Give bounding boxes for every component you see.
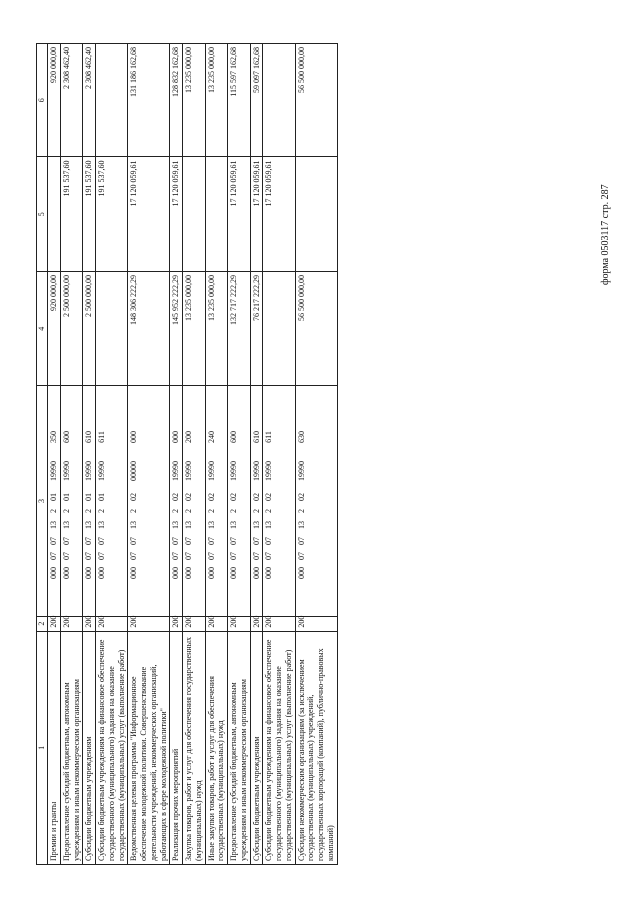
code-part: 13: [61, 521, 71, 530]
code-part: 02: [251, 493, 261, 502]
row-approved: 148 306 222,29: [128, 271, 170, 386]
row-budget-code: [170, 386, 183, 616]
code-part: 000: [49, 567, 58, 580]
row-line-code: 200: [48, 616, 61, 631]
code-part: 02: [171, 493, 181, 502]
code-part: 07: [251, 552, 261, 561]
code-part: 19990: [184, 461, 193, 482]
code-part: 07: [61, 537, 71, 546]
row-line-code: 200: [128, 616, 170, 631]
code-part: 07: [129, 537, 139, 546]
report-table: [36, 43, 338, 865]
code-part: 07: [206, 537, 216, 546]
row-executed: 17 120 059,61: [228, 157, 251, 272]
row-budget-code: [263, 386, 295, 616]
code-part: 07: [84, 537, 94, 546]
row-executed: [48, 157, 61, 272]
code-part: 02: [296, 493, 306, 502]
row-name: Иные закупки товаров, работ и услуг для обеспечения государственных (муниципальных) нужд: [205, 631, 228, 864]
code-part: 19990: [251, 461, 261, 482]
code-part: 000: [129, 567, 139, 580]
code-part: 07: [264, 552, 274, 561]
code-part: 02: [129, 493, 139, 502]
code-part: 2: [97, 509, 106, 514]
row-approved: 76 217 222,29: [250, 271, 263, 386]
code-part: 19990: [97, 461, 106, 482]
code-part: 2: [264, 509, 274, 514]
row-unexecuted: 115 597 162,68: [228, 44, 251, 157]
code-part: 13: [84, 521, 94, 530]
code-part: 01: [49, 493, 58, 502]
code-part: 19990: [206, 461, 216, 482]
row-approved: 920 000,00: [48, 271, 61, 386]
code-part: 19990: [49, 461, 58, 482]
code-part: 07: [206, 552, 216, 561]
table-row: [228, 44, 251, 865]
code-part: 07: [129, 552, 139, 561]
row-unexecuted: [263, 44, 295, 157]
code-part: 19990: [61, 461, 71, 482]
row-executed: 191 537,60: [60, 157, 83, 272]
code-part: 13: [296, 521, 306, 530]
code-part: 000: [129, 431, 139, 444]
code-part: 07: [184, 552, 193, 561]
table-row: [60, 44, 83, 865]
code-part: 07: [97, 537, 106, 546]
code-part: 13: [97, 521, 106, 530]
row-executed: 17 120 059,61: [128, 157, 170, 272]
code-part: 000: [97, 567, 106, 580]
row-line-code: 200: [83, 616, 96, 631]
header-col-1: 1: [37, 631, 48, 864]
code-part: 07: [49, 552, 58, 561]
code-part: 240: [206, 431, 216, 444]
code-part: 07: [229, 552, 238, 561]
code-part: 000: [171, 431, 181, 444]
code-part: 07: [171, 552, 181, 561]
code-part: 02: [206, 493, 216, 502]
code-part: 07: [296, 537, 306, 546]
code-part: 000: [264, 567, 274, 580]
code-part: 13: [129, 521, 139, 530]
code-part: 610: [251, 431, 261, 444]
code-part: 01: [61, 493, 71, 502]
row-name: Премии и гранты: [48, 631, 61, 864]
row-budget-code: [183, 386, 206, 616]
row-unexecuted: [96, 44, 128, 157]
code-part: 19990: [84, 461, 94, 482]
code-part: 000: [171, 567, 181, 580]
row-executed: [205, 157, 228, 272]
row-line-code: 200: [96, 616, 128, 631]
code-part: 00000: [129, 461, 139, 482]
row-unexecuted: 56 500 000,00: [295, 44, 337, 157]
row-unexecuted: 2 308 462,40: [83, 44, 96, 157]
code-part: 19990: [229, 461, 238, 482]
code-part: 13: [206, 521, 216, 530]
row-executed: 17 120 059,61: [250, 157, 263, 272]
code-part: 07: [184, 537, 193, 546]
code-part: 630: [296, 431, 306, 444]
code-part: 13: [171, 521, 181, 530]
code-part: 200: [184, 431, 193, 444]
row-name: Субсидии бюджетным учреждениям: [83, 631, 96, 864]
row-line-code: 200: [228, 616, 251, 631]
row-name: Субсидии бюджетным учреждениям: [250, 631, 263, 864]
row-executed: 17 120 059,61: [170, 157, 183, 272]
code-part: 01: [84, 493, 94, 502]
code-part: 611: [264, 431, 274, 443]
row-line-code: 200: [295, 616, 337, 631]
code-part: 350: [49, 431, 58, 444]
table-row: [170, 44, 183, 865]
row-budget-code: [83, 386, 96, 616]
code-part: 07: [49, 537, 58, 546]
row-approved: 2 500 000,00: [60, 271, 83, 386]
row-name: Предоставление субсидий бюджетным, автономным учреждениям и иным некоммерческим организациям: [228, 631, 251, 864]
code-part: 000: [251, 567, 261, 580]
row-approved: [96, 271, 128, 386]
row-approved: 13 235 000,00: [205, 271, 228, 386]
code-part: 19990: [264, 461, 274, 482]
row-name: Предоставление субсидий бюджетным, автономным учреждениям и иным некоммерческим организациям: [60, 631, 83, 864]
row-budget-code: [295, 386, 337, 616]
code-part: 610: [84, 431, 94, 444]
code-part: 000: [206, 567, 216, 580]
code-part: 19990: [296, 461, 306, 482]
code-part: 07: [171, 537, 181, 546]
code-part: 07: [84, 552, 94, 561]
row-budget-code: [60, 386, 83, 616]
header-col-4: 4: [37, 271, 48, 386]
row-unexecuted: 13 235 000,00: [183, 44, 206, 157]
code-part: 02: [264, 493, 274, 502]
table-row: [205, 44, 228, 865]
code-part: 13: [184, 521, 193, 530]
code-part: 07: [251, 537, 261, 546]
code-part: 000: [296, 567, 306, 580]
code-part: 2: [171, 509, 181, 514]
row-unexecuted: 128 832 162,68: [170, 44, 183, 157]
row-line-code: 200: [250, 616, 263, 631]
table-row: [183, 44, 206, 865]
row-approved: 2 500 000,00: [83, 271, 96, 386]
code-part: 02: [184, 493, 193, 502]
code-part: 2: [49, 509, 58, 514]
code-part: 000: [229, 567, 238, 580]
table-row: [48, 44, 61, 865]
code-part: 2: [61, 509, 71, 514]
code-part: 000: [184, 567, 193, 580]
code-part: 600: [229, 431, 238, 444]
code-part: 02: [229, 493, 238, 502]
code-part: 19990: [171, 461, 181, 482]
row-budget-code: [250, 386, 263, 616]
table-row: [295, 44, 337, 865]
code-part: 01: [97, 493, 106, 502]
table-body: [48, 44, 338, 865]
row-approved: 145 952 222,29: [170, 271, 183, 386]
code-part: 07: [264, 537, 274, 546]
table-row: [263, 44, 295, 865]
code-part: 13: [229, 521, 238, 530]
header-col-3: 3: [37, 386, 48, 616]
row-budget-code: [128, 386, 170, 616]
header-col-6: 6: [37, 44, 48, 157]
row-approved: 132 717 222,29: [228, 271, 251, 386]
row-executed: [183, 157, 206, 272]
code-part: 2: [251, 509, 261, 514]
header-col-5: 5: [37, 157, 48, 272]
row-name: Ведомственная целевая программа "Информационное обеспечение молодежной политики. Совершенствование деятельности учреждений, некоммерческих организаций, работающих в сфере молодежной политики": [128, 631, 170, 864]
row-unexecuted: 2 308 462,40: [60, 44, 83, 157]
row-line-code: 200: [60, 616, 83, 631]
code-part: 07: [97, 552, 106, 561]
code-part: 07: [61, 552, 71, 561]
row-budget-code: [228, 386, 251, 616]
row-line-code: 200: [205, 616, 228, 631]
row-line-code: 200: [263, 616, 295, 631]
row-name: Субсидии бюджетным учреждениям на финансовое обеспечение государственного (муниципального) задания на оказание государственных (муниципальных) услуг (выполнение работ): [263, 631, 295, 864]
code-part: 000: [84, 567, 94, 580]
code-part: 2: [206, 509, 216, 514]
code-part: 2: [84, 509, 94, 514]
code-part: 07: [229, 537, 238, 546]
table-row: [96, 44, 128, 865]
row-name: Закупка товаров, работ и услуг для обеспечения государственных (муниципальных) нужд: [183, 631, 206, 864]
row-approved: [263, 271, 295, 386]
row-name: Реализация прочих мероприятий: [170, 631, 183, 864]
row-unexecuted: 131 186 162,68: [128, 44, 170, 157]
row-unexecuted: 13 235 000,00: [205, 44, 228, 157]
row-name: Субсидии некоммерческим организациям (за исключением государственных (муниципальных) учреждений, государственных корпораций (компаний), публично-правовых компаний): [295, 631, 337, 864]
row-budget-code: [96, 386, 128, 616]
code-part: 611: [97, 431, 106, 443]
code-part: 2: [129, 509, 139, 514]
code-part: 2: [229, 509, 238, 514]
table-row: [83, 44, 96, 865]
row-budget-code: [48, 386, 61, 616]
header-col-2: 2: [37, 616, 48, 631]
code-part: 600: [61, 431, 71, 444]
header-row: [37, 44, 48, 865]
code-part: 000: [61, 567, 71, 580]
row-executed: 191 537,60: [96, 157, 128, 272]
table-row: [250, 44, 263, 865]
code-part: 13: [49, 521, 58, 530]
row-executed: 191 537,60: [83, 157, 96, 272]
row-executed: 17 120 059,61: [263, 157, 295, 272]
code-part: 2: [296, 509, 306, 514]
row-unexecuted: 920 000,00: [48, 44, 61, 157]
code-part: 07: [296, 552, 306, 561]
row-approved: 13 235 000,00: [183, 271, 206, 386]
code-part: 13: [251, 521, 261, 530]
row-executed: [295, 157, 337, 272]
row-name: Субсидии бюджетным учреждениям на финансовое обеспечение государственного (муниципального) задания на оказание государственных (муниципальных) услуг (выполнение работ): [96, 631, 128, 864]
row-unexecuted: 59 097 162,68: [250, 44, 263, 157]
table-row: [128, 44, 170, 865]
code-part: 13: [264, 521, 274, 530]
row-line-code: 200: [183, 616, 206, 631]
code-part: 2: [184, 509, 193, 514]
form-label: форма 0503117 стр. 287: [600, 184, 611, 285]
row-approved: 56 500 000,00: [295, 271, 337, 386]
row-line-code: 200: [170, 616, 183, 631]
row-budget-code: [205, 386, 228, 616]
